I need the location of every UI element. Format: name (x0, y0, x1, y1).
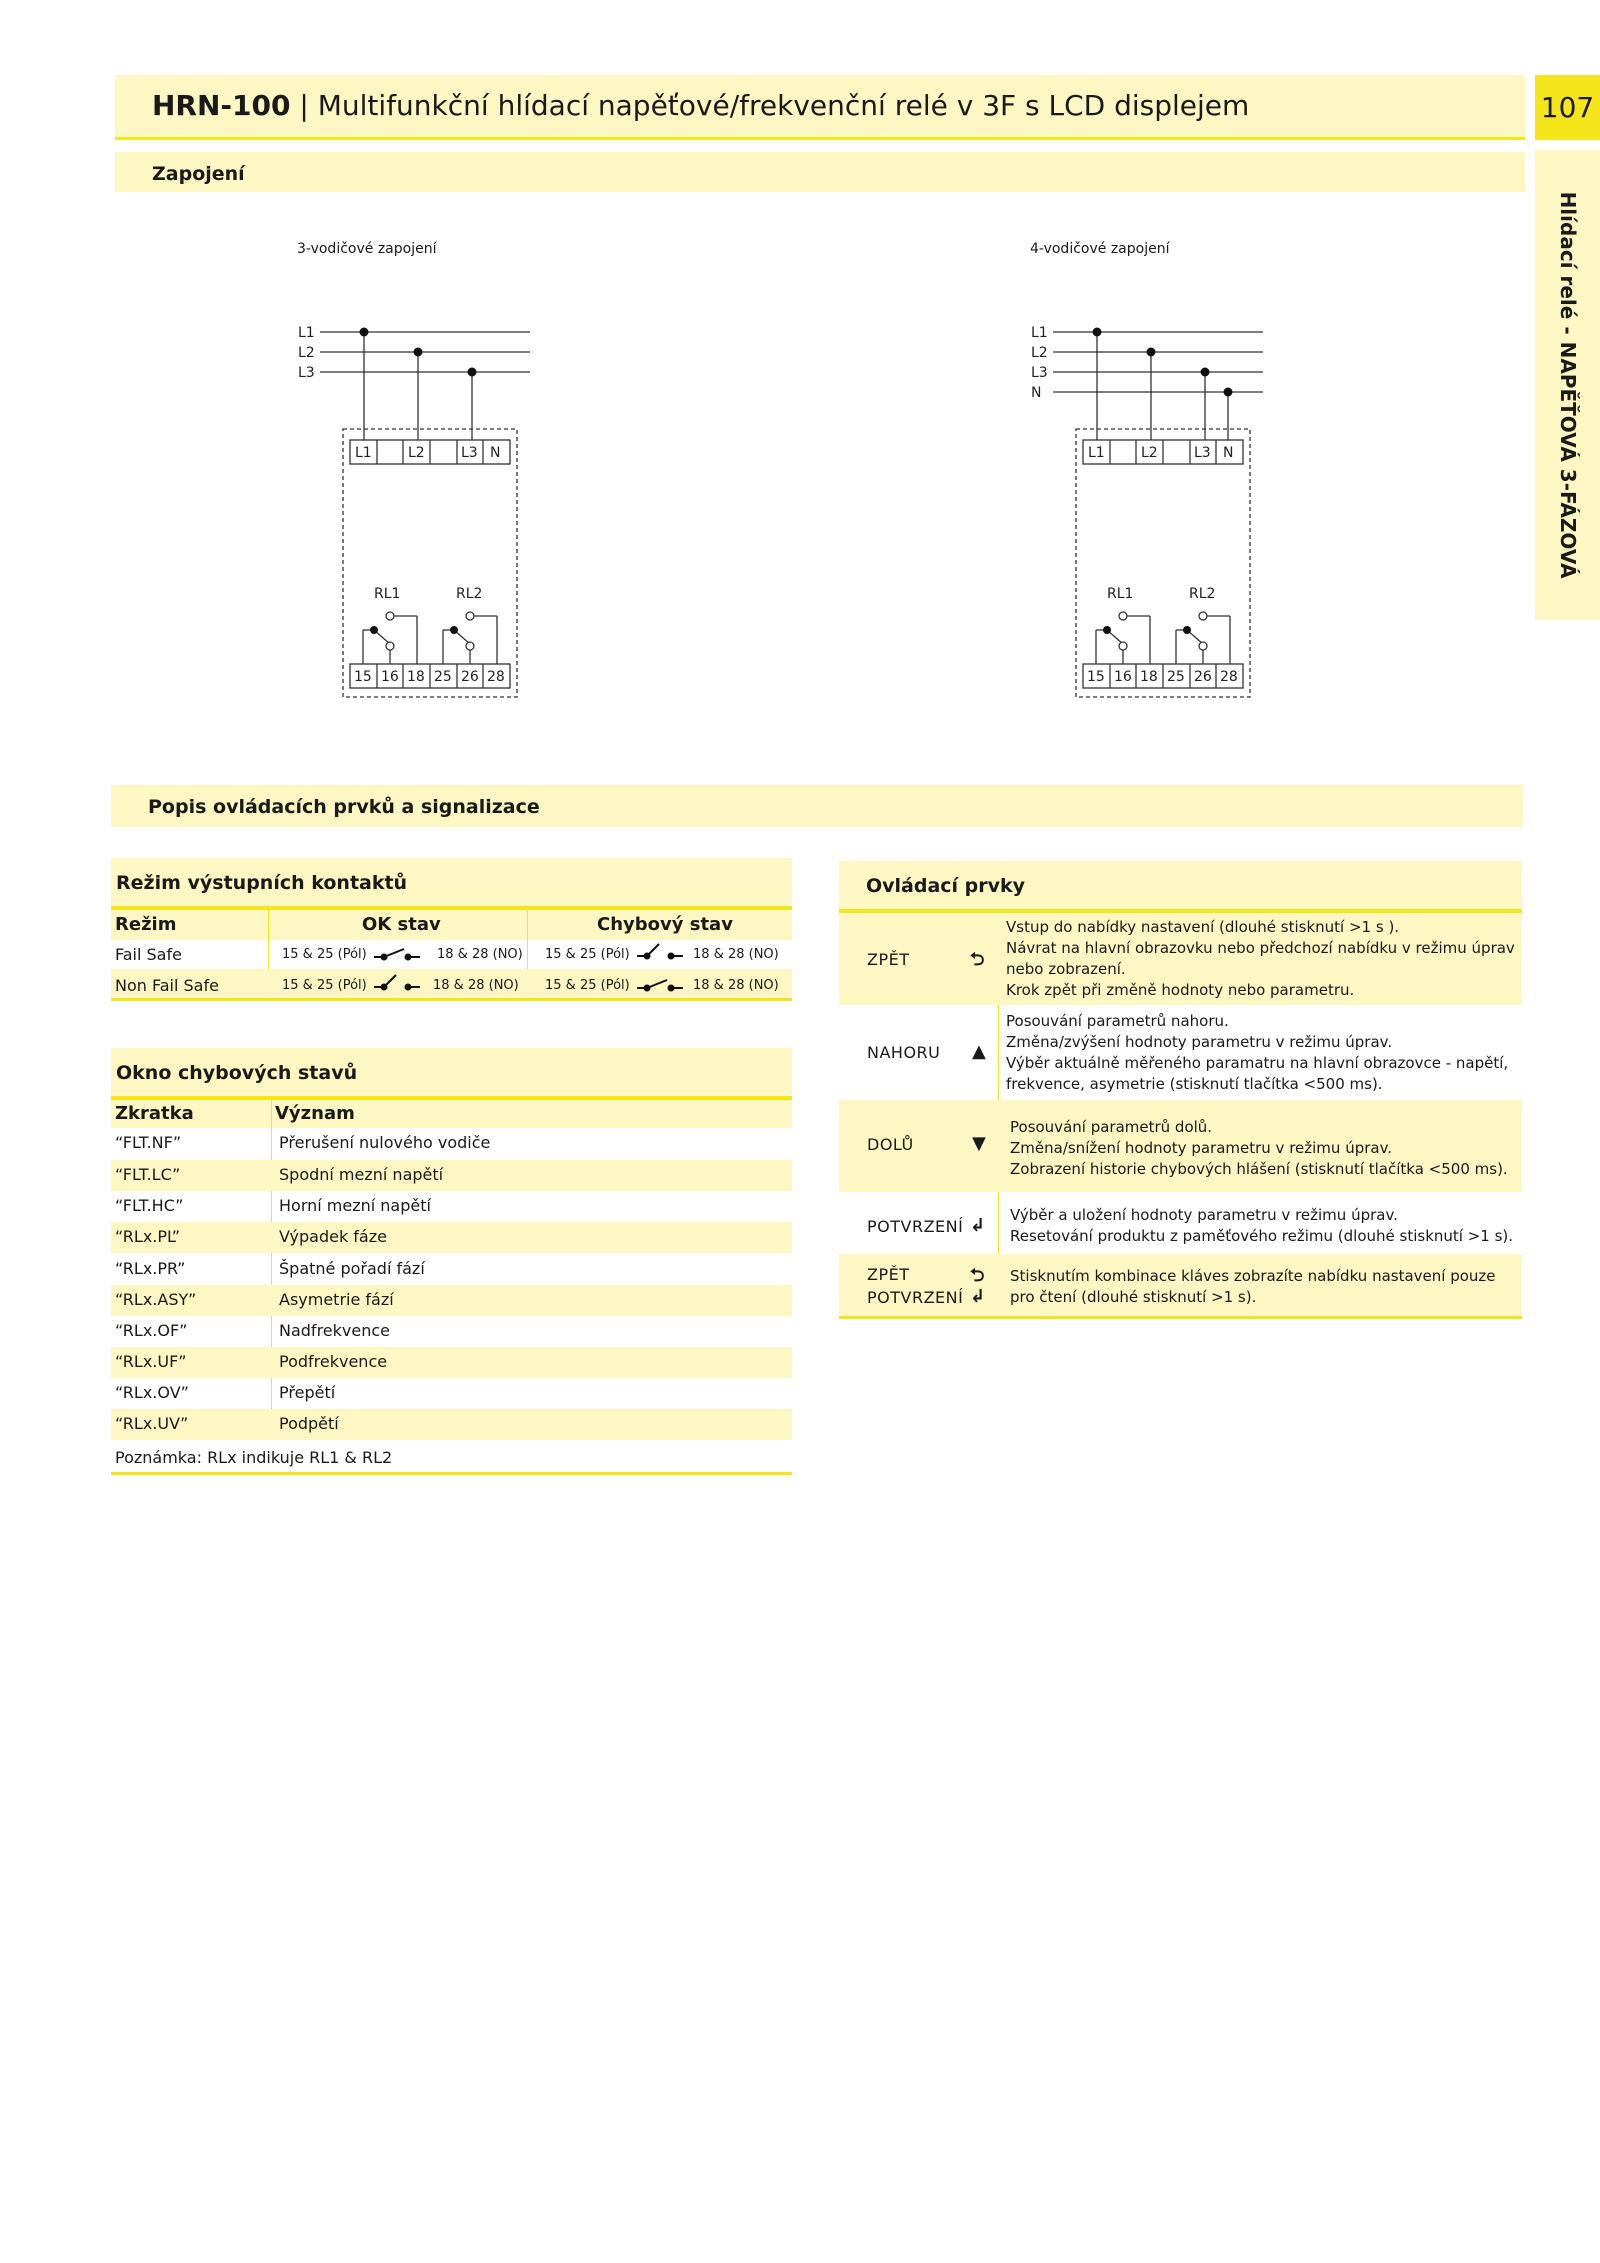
rezim-table-header (111, 858, 792, 906)
okno-row-code: “FLT.LC” (115, 1165, 181, 1184)
contact-closed-icon (372, 973, 422, 995)
okno-col-meaning: Význam (275, 1103, 355, 1124)
diagram4-terminal-l2: L2 (1141, 445, 1158, 461)
ctrl-combo-desc-2: pro čtení (dlouhé stisknutí >1 s). (1010, 1288, 1257, 1306)
okno-row-meaning: Spodní mezní napětí (279, 1165, 444, 1184)
back-icon: ⮌ (970, 949, 985, 970)
rezim-row2-err-right: 18 & 28 (NO) (693, 978, 779, 993)
okno-row-meaning: Výpadek fáze (279, 1227, 387, 1246)
back-icon: ⮌ (970, 1265, 985, 1286)
ctrl-combo-desc-1: Stisknutím kombinace kláves zobrazíte nabídku nastavení pouze (1010, 1267, 1496, 1285)
ctrl-up-desc-3: Výběr aktuálně měřeného paramatru na hlavní obrazovce - napětí, (1006, 1054, 1509, 1072)
okno-note: Poznámka: RLx indikuje RL1 & RL2 (115, 1448, 393, 1467)
diagram4-relay-rl2: RL2 (1189, 586, 1216, 602)
diagram4-terminal-18: 18 (1140, 669, 1158, 685)
contact-open-icon (635, 976, 685, 996)
diagram4-relay-rl1: RL1 (1107, 586, 1134, 602)
okno-row-code: “RLx.UV” (115, 1414, 189, 1433)
ctrl-combo-label-confirm: POTVRZENÍ (867, 1288, 964, 1307)
page-header (115, 75, 1525, 140)
diagram4-line-l1: L1 (1031, 325, 1048, 341)
okno-row-bg (111, 1409, 792, 1440)
okno-row-bg (111, 1285, 792, 1316)
rezim-row1-err-right: 18 & 28 (NO) (693, 947, 779, 962)
diagram3-relay-rl2: RL2 (456, 586, 483, 602)
ovladaci-table-header (839, 861, 1522, 909)
okno-row-code: “RLx.PR” (115, 1259, 186, 1278)
ctrl-back-desc-1: Vstup do nabídky nastavení (dlouhé stisknutí >1 s ). (1006, 918, 1400, 936)
title-separator: | (299, 89, 309, 122)
okno-row-meaning: Podfrekvence (279, 1352, 388, 1371)
diagram3-terminal-28: 28 (487, 669, 505, 685)
ovladaci-heading: Ovládací prvky (866, 875, 1026, 897)
okno-col-divider (271, 1100, 272, 1440)
side-tab-text: Hlídací relé - NAPĚŤOVÁ 3-FÁZOVÁ (1555, 191, 1580, 579)
diagram3-terminal-n: N (490, 445, 501, 461)
diagram4-terminal-l1: L1 (1088, 445, 1105, 461)
down-icon: ▼ (972, 1133, 986, 1154)
diagram3-terminal-18: 18 (407, 669, 425, 685)
diagram3-terminal-26: 26 (461, 669, 479, 685)
ctrl-back-desc-4: Krok zpět při změně hodnoty nebo parametru. (1006, 981, 1355, 999)
ctrl-combo-label-back: ZPĚT (867, 1265, 910, 1284)
rezim-row2-err-left: 15 & 25 (Pól) (545, 978, 630, 993)
okno-row-code: “FLT.NF” (115, 1133, 182, 1152)
okno-row-code: “RLx.PL” (115, 1227, 181, 1246)
rezim-col-mode: Režim (115, 914, 177, 935)
side-tab (1535, 150, 1600, 620)
diagram4-terminal-15: 15 (1087, 669, 1105, 685)
section-popis-heading: Popis ovládacích prvků a signalizace (148, 796, 540, 818)
section-popis (111, 785, 1523, 827)
model-name: HRN-100 (152, 89, 291, 122)
diagram4-wiring (1023, 318, 1283, 708)
rezim-col-ok: OK stav (362, 914, 441, 935)
ctrl-confirm-desc-2: Resetování produktu z paměťového režimu (dlouhé stisknutí >1 s). (1010, 1227, 1514, 1245)
okno-row-meaning: Nadfrekvence (279, 1321, 390, 1340)
okno-bottom-line (111, 1472, 792, 1475)
rezim-row1-ok-left: 15 & 25 (Pól) (282, 947, 367, 962)
diagram4-line-n: N (1031, 385, 1042, 401)
diagram3-terminal-15: 15 (354, 669, 372, 685)
okno-row-bg (111, 1222, 792, 1253)
diagram3-terminal-l3: L3 (461, 445, 478, 461)
okno-row-bg (111, 1347, 792, 1378)
ctrl-confirm-label: POTVRZENÍ (867, 1217, 964, 1236)
okno-col-code: Zkratka (115, 1103, 194, 1124)
up-icon: ▲ (972, 1041, 986, 1062)
okno-row-meaning: Podpětí (279, 1414, 339, 1433)
ctrl-confirm-desc-1: Výběr a uložení hodnoty parametru v režimu úprav. (1010, 1206, 1398, 1224)
rezim-row1-ok-right: 18 & 28 (NO) (437, 947, 523, 962)
ctrl-back-label: ZPĚT (867, 950, 910, 969)
page-title (152, 89, 1249, 122)
rezim-bottom-line (111, 998, 792, 1001)
okno-heading: Okno chybových stavů (116, 1062, 358, 1084)
ctrl-back-desc-3: nebo zobrazení. (1006, 960, 1126, 978)
ctrl-down-label: DOLŮ (867, 1135, 914, 1154)
diagram4-terminal-16: 16 (1114, 669, 1132, 685)
rezim-row2-mode: Non Fail Safe (115, 976, 219, 995)
ctrl-down-desc-1: Posouvání parametrů dolů. (1010, 1118, 1213, 1136)
diagram3-label: 3-vodičové zapojení (297, 241, 437, 257)
rezim-col-error: Chybový stav (597, 914, 733, 935)
diagram3-terminal-l2: L2 (408, 445, 425, 461)
ctrl-up-desc-1: Posouvání parametrů nahoru. (1006, 1012, 1229, 1030)
ctrl-up-label: NAHORU (867, 1043, 941, 1062)
ctrl-back-desc-2: Návrat na hlavní obrazovku nebo předchozí nabídku v režimu úprav (1006, 939, 1515, 957)
ctrl-up-desc-4: frekvence, asymetrie (stisknutí tlačítka <500 ms). (1006, 1075, 1383, 1093)
okno-row-bg (111, 1160, 792, 1191)
okno-row-code: “RLx.ASY” (115, 1290, 197, 1309)
rezim-heading: Režim výstupních kontaktů (116, 872, 408, 894)
rezim-row1-err-left: 15 & 25 (Pól) (545, 947, 630, 962)
contact-closed-icon (635, 942, 685, 964)
okno-table-header (111, 1048, 792, 1096)
diagram4-terminal-l3: L3 (1194, 445, 1211, 461)
diagram4-terminal-26: 26 (1194, 669, 1212, 685)
diagram3-terminal-16: 16 (381, 669, 399, 685)
ctrl-down-desc-2: Změna/snížení hodnoty parametru v režimu úprav. (1010, 1139, 1393, 1157)
diagram4-terminal-n: N (1223, 445, 1234, 461)
okno-row-meaning: Přepětí (279, 1383, 336, 1402)
enter-icon: ↲ (970, 1286, 986, 1307)
rezim-row2-ok-left: 15 & 25 (Pól) (282, 978, 367, 993)
section-zapojeni (115, 152, 1525, 192)
ovladaci-bottom-line (839, 1316, 1522, 1319)
diagram4-line-l3: L3 (1031, 365, 1048, 381)
diagram3-line-l3: L3 (298, 365, 315, 381)
contact-open-icon (372, 945, 422, 965)
okno-row-code: “RLx.OF” (115, 1321, 188, 1340)
okno-row-code: “RLx.OV” (115, 1383, 189, 1402)
diagram3-wiring (290, 318, 550, 708)
ctrl-up-desc-2: Změna/zvýšení hodnoty parametru v režimu úprav. (1006, 1033, 1393, 1051)
page-number: 107 (1535, 75, 1600, 140)
diagram3-relay-rl1: RL1 (374, 586, 401, 602)
diagram3-terminal-l1: L1 (355, 445, 372, 461)
title-text: Multifunkční hlídací napěťové/frekvenční relé v 3F s LCD displejem (317, 89, 1250, 122)
diagram4-label: 4-vodičové zapojení (1030, 241, 1170, 257)
okno-row-code: “RLx.UF” (115, 1352, 187, 1371)
okno-row-meaning: Přerušení nulového vodiče (279, 1133, 491, 1152)
section-zapojeni-heading: Zapojení (152, 163, 245, 185)
enter-icon: ↲ (970, 1215, 986, 1236)
okno-row-code: “FLT.HC” (115, 1196, 184, 1215)
rezim-row2-ok-right: 18 & 28 (NO) (433, 978, 519, 993)
ctrl-down-desc-3: Zobrazení historie chybových hlášení (stisknutí tlačítka <500 ms). (1010, 1160, 1508, 1178)
diagram3-line-l2: L2 (298, 345, 315, 361)
okno-row-meaning: Špatné pořadí fází (279, 1259, 425, 1278)
okno-row-meaning: Horní mezní napětí (279, 1196, 431, 1215)
diagram4-terminal-28: 28 (1220, 669, 1238, 685)
okno-row-meaning: Asymetrie fází (279, 1290, 394, 1309)
diagram4-terminal-25: 25 (1167, 669, 1185, 685)
rezim-row1-mode: Fail Safe (115, 945, 182, 964)
okno-column-header-row (111, 1100, 792, 1128)
diagram3-line-l1: L1 (298, 325, 315, 341)
diagram4-line-l2: L2 (1031, 345, 1048, 361)
diagram3-terminal-25: 25 (434, 669, 452, 685)
